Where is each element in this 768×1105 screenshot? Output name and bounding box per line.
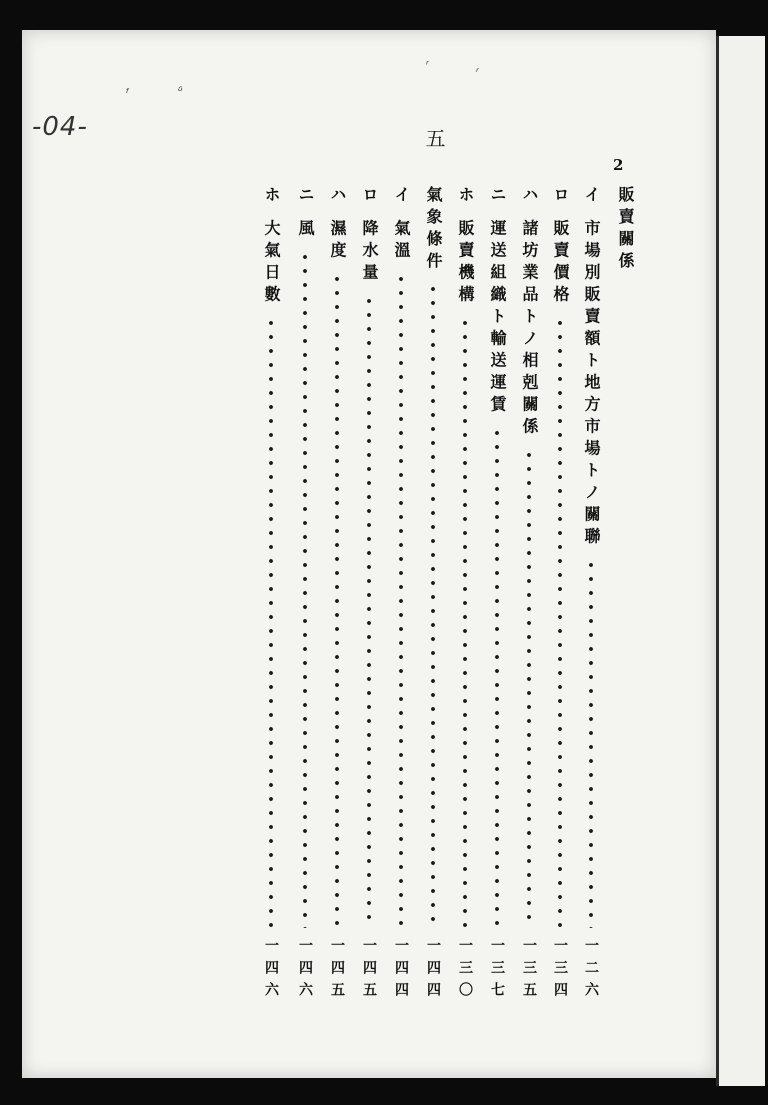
toc-entry-page: 一二六 — [583, 938, 599, 1004]
dot-leader — [431, 282, 435, 928]
dot-leader — [558, 316, 562, 928]
toc-entry — [482, 180, 512, 1020]
toc-entry-title: ホ 大氣日數 — [262, 186, 281, 308]
toc-entry-title: ハ 濕度 — [328, 186, 347, 264]
toc-entry — [418, 180, 448, 1020]
toc-entry — [322, 180, 352, 1020]
dot-leader — [303, 250, 307, 928]
toc-entry-title: ホ 販賣機構 — [456, 186, 475, 308]
toc-entry — [576, 180, 606, 1020]
toc-entry-page: 一四六 — [263, 938, 279, 1004]
dot-leader — [399, 272, 403, 928]
toc-entry-page: 一四五 — [361, 938, 377, 1004]
dot-leader — [589, 558, 593, 928]
toc-entry-page: 一三七 — [489, 938, 505, 1004]
toc-entry-title: ニ 運送組織ト輸送運賃 — [488, 186, 507, 418]
pencil-mark: ʳ — [426, 58, 429, 71]
toc-entry-title: ロ 販賣價格 — [551, 186, 570, 308]
toc-entry-title: ニ 風 — [296, 186, 315, 242]
toc-entry-title: 氣象條件 — [424, 186, 443, 274]
handwritten-margin-note: -04- — [32, 112, 88, 142]
toc-entry-title: イ 市場別販賣額ト地方市場トノ關聯 — [582, 186, 601, 550]
toc-entry — [386, 180, 416, 1020]
pencil-mark: ᶠ — [126, 86, 130, 100]
toc-entry-page: 一四四 — [425, 938, 441, 1004]
toc-entry-title: イ 氣溫 — [392, 186, 411, 264]
toc-entry-page: 一三四 — [552, 938, 568, 1004]
toc-entry — [610, 180, 640, 1020]
dot-leader — [367, 294, 371, 928]
toc-entry-title: 販賣關係 — [616, 186, 635, 274]
toc-entry-title: ロ 降水量 — [360, 186, 379, 286]
toc-entry — [290, 180, 320, 1020]
dot-leader — [335, 272, 339, 928]
toc-entry-page: 一三〇 — [457, 938, 473, 1004]
toc-entry — [545, 180, 575, 1020]
dot-leader — [495, 426, 499, 928]
dot-leader — [527, 448, 531, 928]
section-number: 五 — [422, 128, 446, 148]
toc-entry — [450, 180, 480, 1020]
toc-entry-page: 一四五 — [329, 938, 345, 1004]
toc-entry-page: 一四四 — [393, 938, 409, 1004]
dot-leader — [269, 316, 273, 928]
toc-entry-page: 一三五 — [521, 938, 537, 1004]
pencil-mark: ᵟ — [178, 84, 183, 98]
pencil-mark: ᵣ — [476, 62, 479, 75]
toc-entry — [256, 180, 286, 1020]
toc-entry — [514, 180, 544, 1020]
adjacent-page-edge — [716, 36, 765, 1086]
toc-entry-page: 一四六 — [297, 938, 313, 1004]
page-number: 2 — [613, 156, 624, 174]
toc-entry-title: ハ 諸坊業品トノ相剋關係 — [520, 186, 539, 440]
dot-leader — [463, 316, 467, 928]
toc-entry — [354, 180, 384, 1020]
